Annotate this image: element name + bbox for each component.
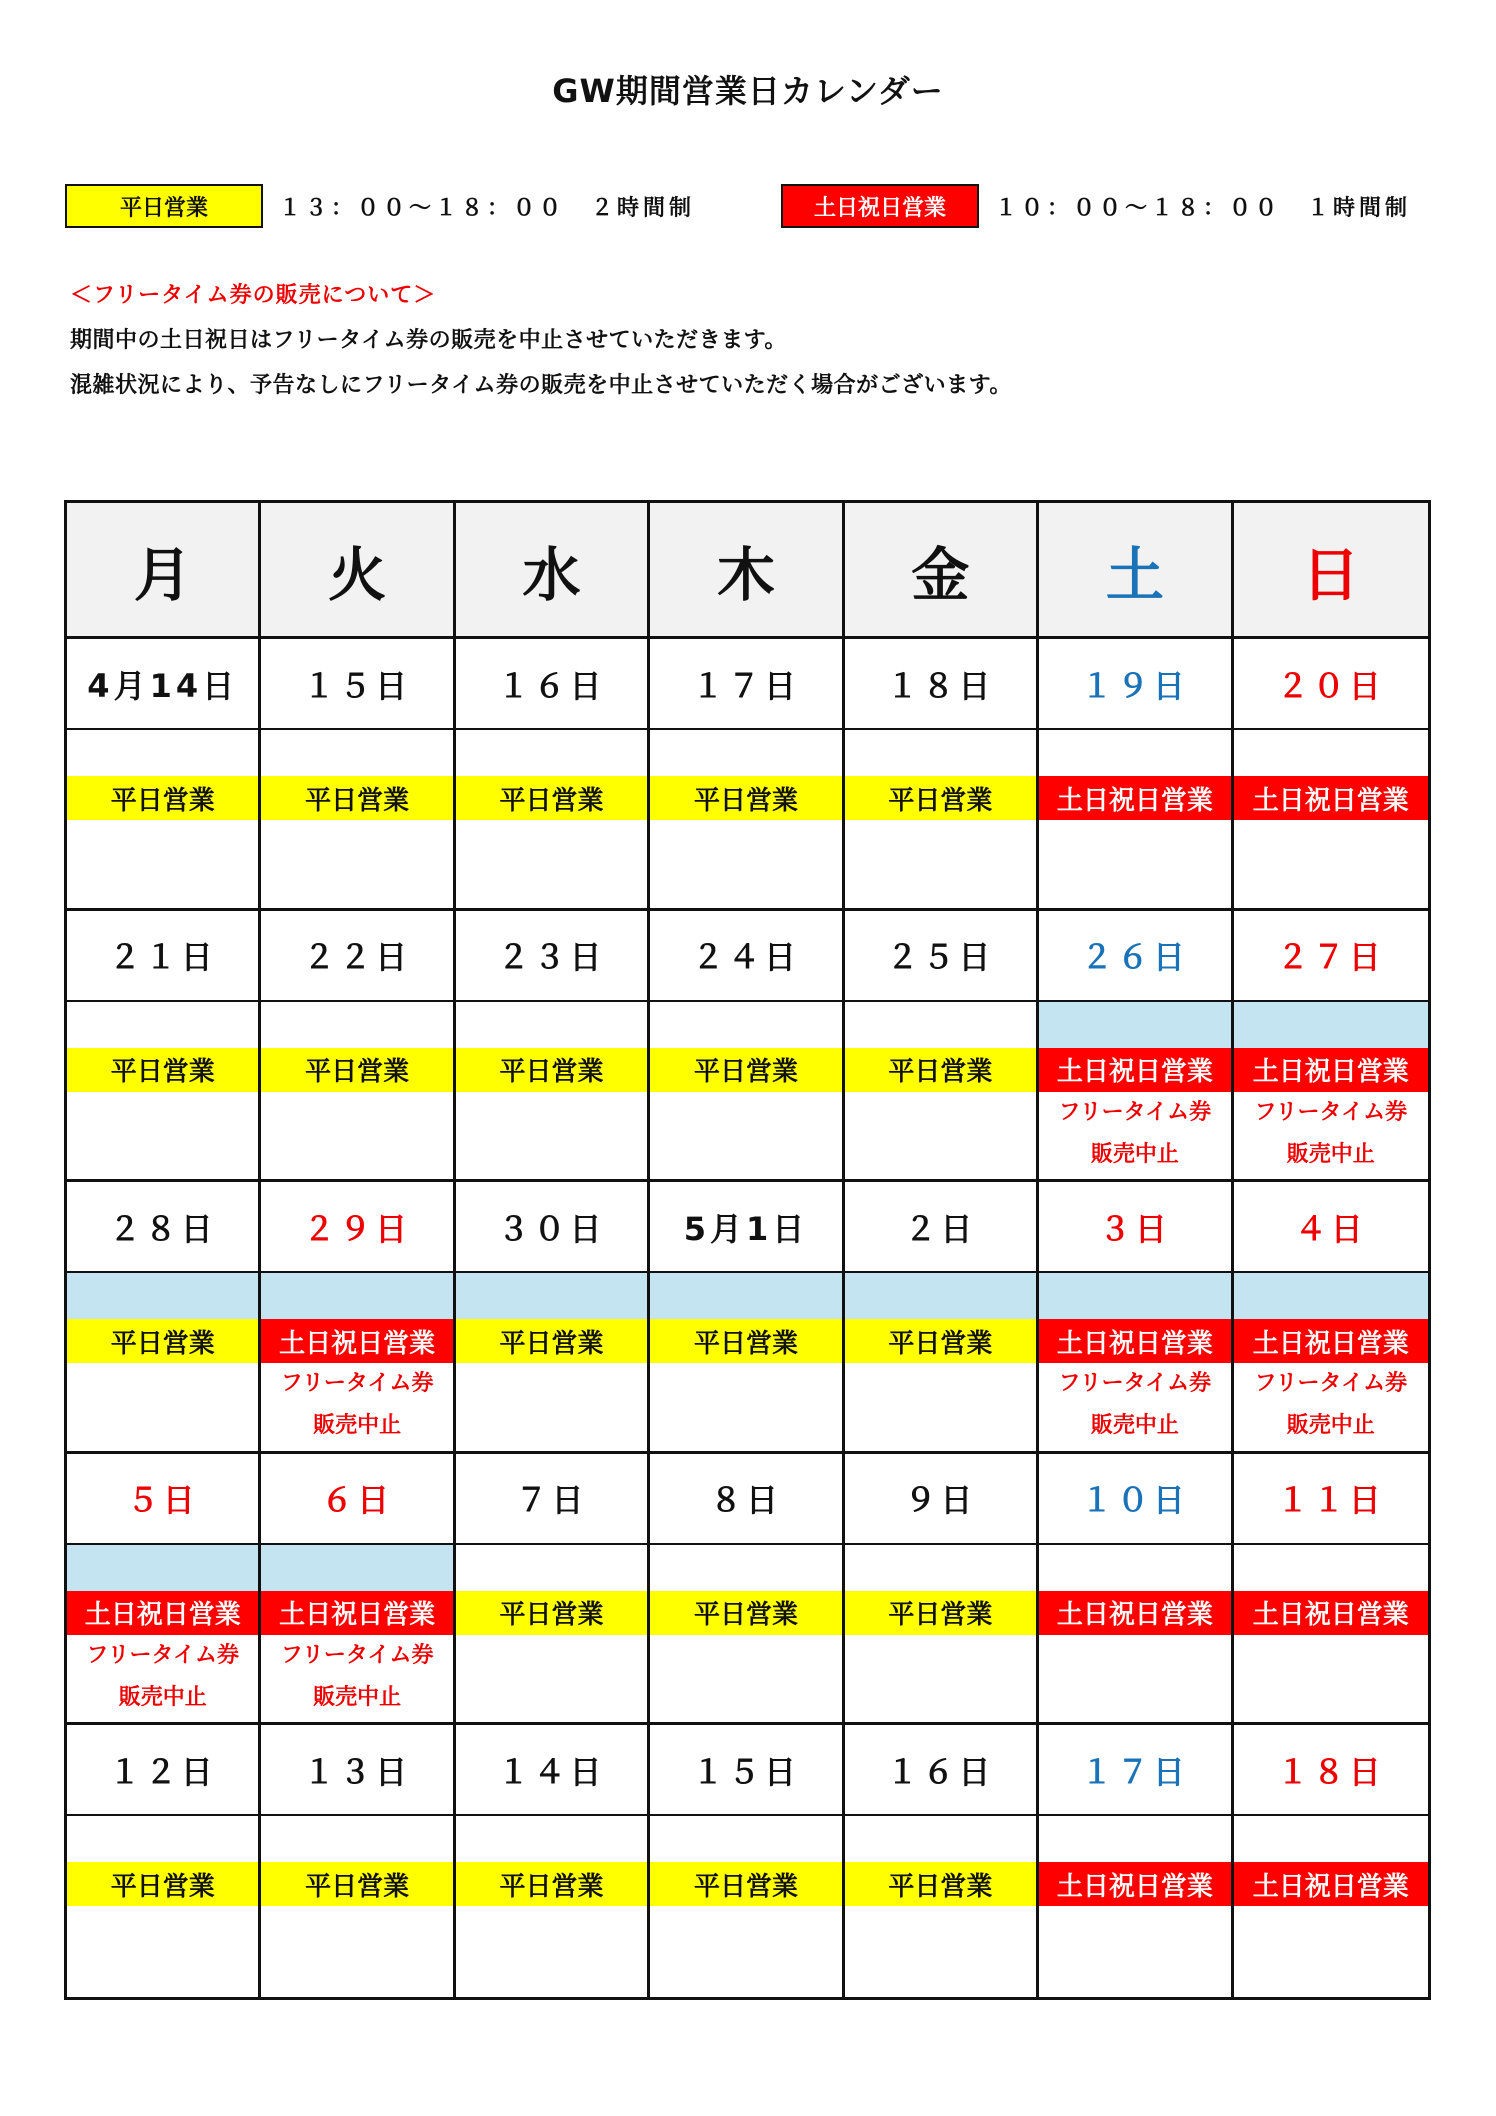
calendar-day-cell bbox=[456, 1182, 650, 1454]
note-line: フリータイム券 bbox=[1254, 1099, 1408, 1125]
spacer bbox=[650, 1545, 841, 1591]
weekday-header: 木 bbox=[650, 503, 844, 639]
note-line: 販売中止 bbox=[1286, 1141, 1375, 1167]
free-time-suspended-note bbox=[261, 1635, 452, 1719]
free-time-notice bbox=[70, 278, 1012, 399]
day-date: ２３日 bbox=[456, 911, 647, 1002]
calendar-day-cell bbox=[1234, 1454, 1428, 1726]
calendar-day-cell bbox=[261, 1182, 455, 1454]
calendar-day-cell bbox=[1039, 1725, 1233, 1997]
holiday-hours: １０：００～１８：００ １時間制 bbox=[995, 195, 1412, 221]
weekday-header: 水 bbox=[456, 503, 650, 639]
calendar-day-cell bbox=[67, 1182, 261, 1454]
day-date: ６日 bbox=[261, 1454, 452, 1545]
busy-period-band bbox=[67, 1273, 258, 1319]
holiday-hours-label: 土日祝日営業 bbox=[261, 1319, 452, 1363]
day-date: １１日 bbox=[1234, 1454, 1428, 1545]
day-date: １２日 bbox=[67, 1725, 258, 1816]
spacer bbox=[67, 1002, 258, 1048]
calendar-day-cell bbox=[261, 639, 455, 911]
weekday-hours-label: 平日営業 bbox=[67, 1862, 258, 1906]
weekday-hours-label: 平日営業 bbox=[650, 1048, 841, 1092]
weekday-hours-label: 平日営業 bbox=[845, 1319, 1036, 1363]
note-line: フリータイム券 bbox=[280, 1642, 434, 1668]
spacer bbox=[845, 1816, 1036, 1862]
holiday-legend-badge: 土日祝日営業 bbox=[781, 184, 979, 228]
calendar-day-cell bbox=[1039, 1454, 1233, 1726]
day-date: １４日 bbox=[456, 1725, 647, 1816]
free-time-suspended-note bbox=[1234, 1363, 1428, 1447]
calendar-day-cell bbox=[1234, 911, 1428, 1183]
weekday-hours-label: 平日営業 bbox=[845, 776, 1036, 820]
holiday-hours-label: 土日祝日営業 bbox=[67, 1591, 258, 1635]
busy-period-band bbox=[261, 1545, 452, 1591]
free-time-suspended-note bbox=[1234, 1092, 1428, 1176]
busy-period-band bbox=[261, 1273, 452, 1319]
weekday-hours-label: 平日営業 bbox=[67, 776, 258, 820]
day-date: １６日 bbox=[845, 1725, 1036, 1816]
calendar-day-cell bbox=[650, 911, 844, 1183]
calendar-day-cell bbox=[261, 911, 455, 1183]
note-line: 販売中止 bbox=[313, 1413, 402, 1439]
calendar-day-cell bbox=[456, 1454, 650, 1726]
note-line: 販売中止 bbox=[1090, 1413, 1179, 1439]
spacer bbox=[67, 1816, 258, 1862]
weekday-hours-label: 平日営業 bbox=[845, 1862, 1036, 1906]
day-date: ２０日 bbox=[1234, 639, 1428, 730]
calendar-day-cell bbox=[1234, 1182, 1428, 1454]
day-date: ２５日 bbox=[845, 911, 1036, 1002]
weekday-hours-label: 平日営業 bbox=[456, 1319, 647, 1363]
holiday-hours-label: 土日祝日営業 bbox=[1234, 1862, 1428, 1906]
spacer bbox=[650, 1002, 841, 1048]
day-date: １７日 bbox=[650, 639, 841, 730]
calendar-day-cell bbox=[650, 1182, 844, 1454]
weekday-hours-label: 平日営業 bbox=[650, 1862, 841, 1906]
weekday-header: 土 bbox=[1039, 503, 1233, 639]
weekday-hours-label: 平日営業 bbox=[456, 1048, 647, 1092]
holiday-hours-label: 土日祝日営業 bbox=[1039, 1048, 1230, 1092]
weekday-hours-label: 平日営業 bbox=[650, 776, 841, 820]
day-date: ９日 bbox=[845, 1454, 1036, 1545]
busy-period-band bbox=[1039, 1273, 1230, 1319]
spacer bbox=[67, 730, 258, 776]
free-time-suspended-note bbox=[1039, 1092, 1230, 1176]
calendar-day-cell bbox=[1039, 639, 1233, 911]
weekday-hours-label: 平日営業 bbox=[845, 1048, 1036, 1092]
weekday-hours-label: 平日営業 bbox=[261, 1862, 452, 1906]
busy-period-band bbox=[67, 1545, 258, 1591]
busy-period-band bbox=[1234, 1002, 1428, 1048]
day-date: ８日 bbox=[650, 1454, 841, 1545]
spacer bbox=[456, 1545, 647, 1591]
spacer bbox=[1039, 730, 1230, 776]
day-date: ２６日 bbox=[1039, 911, 1230, 1002]
calendar-day-cell bbox=[845, 1454, 1039, 1726]
day-date: 4月14日 bbox=[67, 639, 258, 730]
spacer bbox=[1039, 1816, 1230, 1862]
spacer bbox=[1039, 1545, 1230, 1591]
spacer bbox=[845, 1545, 1036, 1591]
day-date: ２９日 bbox=[261, 1182, 452, 1273]
spacer bbox=[456, 730, 647, 776]
day-date: １７日 bbox=[1039, 1725, 1230, 1816]
day-date: １６日 bbox=[456, 639, 647, 730]
weekday-hours-label: 平日営業 bbox=[650, 1591, 841, 1635]
weekday-hours-label: 平日営業 bbox=[67, 1048, 258, 1092]
busy-period-band bbox=[456, 1273, 647, 1319]
spacer bbox=[261, 1816, 452, 1862]
page-title: GW期間営業日カレンダー bbox=[552, 72, 944, 110]
calendar-day-cell bbox=[261, 1725, 455, 1997]
weekday-header: 火 bbox=[261, 503, 455, 639]
calendar-day-cell bbox=[650, 1454, 844, 1726]
calendar-day-cell bbox=[456, 639, 650, 911]
weekday-hours: １３：００～１８：００ ２時間制 bbox=[279, 195, 696, 221]
spacer bbox=[1234, 730, 1428, 776]
spacer bbox=[845, 730, 1036, 776]
free-time-suspended-note bbox=[1039, 1363, 1230, 1447]
day-date: ２１日 bbox=[67, 911, 258, 1002]
day-date: ３日 bbox=[1039, 1182, 1230, 1273]
holiday-hours-label: 土日祝日営業 bbox=[1234, 1048, 1428, 1092]
calendar-day-cell bbox=[845, 1725, 1039, 1997]
spacer bbox=[650, 1816, 841, 1862]
note-line: 販売中止 bbox=[313, 1684, 402, 1710]
day-date: １８日 bbox=[845, 639, 1036, 730]
day-date: ２日 bbox=[845, 1182, 1036, 1273]
day-date: ５日 bbox=[67, 1454, 258, 1545]
day-date: １３日 bbox=[261, 1725, 452, 1816]
spacer bbox=[845, 1002, 1036, 1048]
holiday-hours-label: 土日祝日営業 bbox=[1234, 1319, 1428, 1363]
spacer bbox=[456, 1002, 647, 1048]
calendar-day-cell bbox=[845, 1182, 1039, 1454]
note-line: フリータイム券 bbox=[1254, 1371, 1408, 1397]
day-date: １０日 bbox=[1039, 1454, 1230, 1545]
busy-period-band bbox=[650, 1273, 841, 1319]
weekday-hours-label: 平日営業 bbox=[845, 1591, 1036, 1635]
note-line: フリータイム券 bbox=[1058, 1099, 1212, 1125]
day-date: ７日 bbox=[456, 1454, 647, 1545]
busy-period-band bbox=[1039, 1002, 1230, 1048]
spacer bbox=[456, 1816, 647, 1862]
calendar-day-cell bbox=[845, 639, 1039, 911]
holiday-hours-label: 土日祝日営業 bbox=[261, 1591, 452, 1635]
calendar-day-cell bbox=[261, 1454, 455, 1726]
note-line: 販売中止 bbox=[118, 1684, 207, 1710]
calendar-day-cell bbox=[650, 1725, 844, 1997]
calendar-day-cell bbox=[1234, 1725, 1428, 1997]
holiday-hours-label: 土日祝日営業 bbox=[1039, 1591, 1230, 1635]
holiday-hours-label: 土日祝日営業 bbox=[1234, 776, 1428, 820]
weekday-hours-label: 平日営業 bbox=[261, 1048, 452, 1092]
calendar-day-cell bbox=[1039, 911, 1233, 1183]
calendar-day-cell bbox=[456, 1725, 650, 1997]
spacer bbox=[261, 730, 452, 776]
day-date: ３０日 bbox=[456, 1182, 647, 1273]
day-date: ２８日 bbox=[67, 1182, 258, 1273]
calendar-day-cell bbox=[1234, 639, 1428, 911]
weekday-hours-label: 平日営業 bbox=[456, 1862, 647, 1906]
note-line: 販売中止 bbox=[1090, 1141, 1179, 1167]
holiday-hours-label: 土日祝日営業 bbox=[1039, 776, 1230, 820]
spacer bbox=[261, 1002, 452, 1048]
free-time-suspended-note bbox=[67, 1635, 258, 1719]
calendar-day-cell bbox=[67, 1454, 261, 1726]
calendar-day-cell bbox=[67, 911, 261, 1183]
note-line: フリータイム券 bbox=[1058, 1371, 1212, 1397]
calendar-day-cell bbox=[1039, 1182, 1233, 1454]
notice-line: 混雑状況により、予告なしにフリータイム券の販売を中止させていただく場合がございます。 bbox=[70, 373, 1012, 398]
weekday-hours-label: 平日営業 bbox=[261, 776, 452, 820]
day-date: １５日 bbox=[650, 1725, 841, 1816]
weekday-hours-label: 平日営業 bbox=[67, 1319, 258, 1363]
day-date: ２４日 bbox=[650, 911, 841, 1002]
weekday-header: 日 bbox=[1234, 503, 1428, 639]
weekday-hours-label: 平日営業 bbox=[456, 1591, 647, 1635]
note-line: フリータイム券 bbox=[86, 1642, 240, 1668]
day-date: １９日 bbox=[1039, 639, 1230, 730]
calendar-day-cell bbox=[67, 639, 261, 911]
weekday-header: 金 bbox=[845, 503, 1039, 639]
day-date: １５日 bbox=[261, 639, 452, 730]
day-date: ４日 bbox=[1234, 1182, 1428, 1273]
business-calendar bbox=[64, 500, 1431, 2000]
calendar-day-cell bbox=[845, 911, 1039, 1183]
note-line: 販売中止 bbox=[1286, 1413, 1375, 1439]
day-date: 5月1日 bbox=[650, 1182, 841, 1273]
note-line: フリータイム券 bbox=[280, 1371, 434, 1397]
calendar-day-cell bbox=[650, 639, 844, 911]
weekday-hours-label: 平日営業 bbox=[650, 1319, 841, 1363]
busy-period-band bbox=[1234, 1273, 1428, 1319]
spacer bbox=[1234, 1816, 1428, 1862]
holiday-hours-label: 土日祝日営業 bbox=[1039, 1862, 1230, 1906]
business-hours-legend bbox=[65, 183, 1411, 229]
holiday-hours-label: 土日祝日営業 bbox=[1234, 1591, 1428, 1635]
calendar-day-cell bbox=[67, 1725, 261, 1997]
holiday-hours-label: 土日祝日営業 bbox=[1039, 1319, 1230, 1363]
notice-line: 期間中の土日祝日はフリータイム券の販売を中止させていただきます。 bbox=[70, 328, 787, 353]
weekday-header: 月 bbox=[67, 503, 261, 639]
weekday-legend-badge: 平日営業 bbox=[65, 184, 263, 228]
calendar-day-cell bbox=[456, 911, 650, 1183]
day-date: ２７日 bbox=[1234, 911, 1428, 1002]
day-date: １８日 bbox=[1234, 1725, 1428, 1816]
weekday-hours-label: 平日営業 bbox=[456, 776, 647, 820]
free-time-suspended-note bbox=[261, 1363, 452, 1447]
busy-period-band bbox=[845, 1273, 1036, 1319]
spacer bbox=[1234, 1545, 1428, 1591]
spacer bbox=[650, 730, 841, 776]
notice-heading: ＜フリータイム券の販売について＞ bbox=[70, 283, 437, 308]
day-date: ２２日 bbox=[261, 911, 452, 1002]
